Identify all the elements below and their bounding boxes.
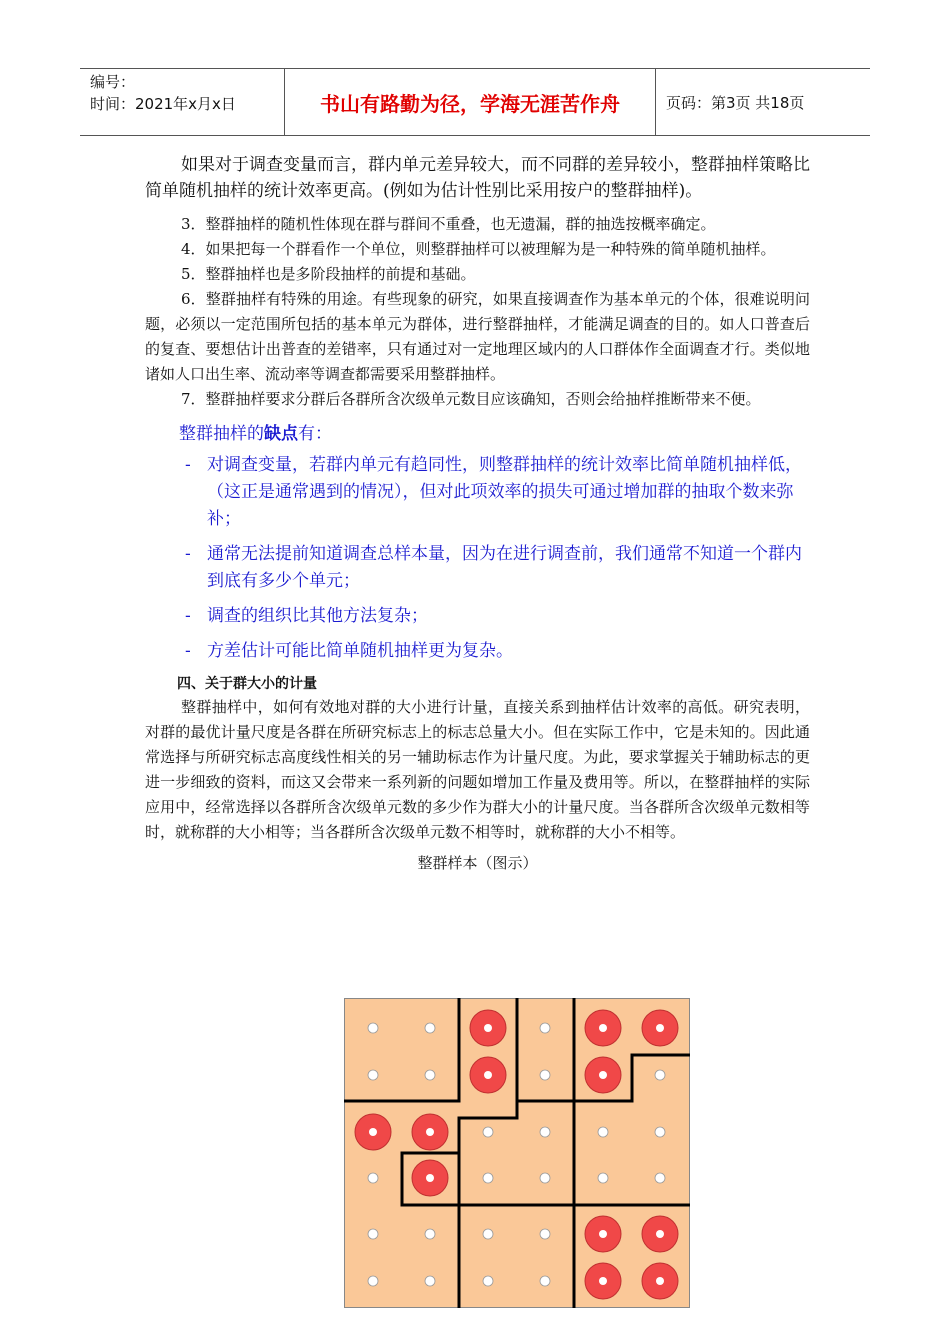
- figure-caption: 整群样本（图示）: [417, 854, 538, 872]
- sampled-unit-center: [426, 1128, 434, 1136]
- sampled-unit-center: [656, 1277, 664, 1285]
- unit: [425, 1023, 435, 1033]
- unit: [425, 1276, 435, 1286]
- sampled-unit-center: [484, 1071, 492, 1079]
- unit: [540, 1173, 550, 1183]
- point-3: 3．整群抽样的随机性体现在群与群间不重叠，也无遗漏，群的抽选按概率确定。: [181, 215, 716, 233]
- disadvantages-list: [145, 452, 810, 665]
- unit: [540, 1127, 550, 1137]
- unit: [483, 1173, 493, 1183]
- sampled-unit-center: [599, 1071, 607, 1079]
- unit: [368, 1276, 378, 1286]
- unit: [540, 1023, 550, 1033]
- list-item: - 通常无法提前知道调查总样本量，因为在进行调查前，我们通常不知道一个群内到底有多少个单元；: [145, 541, 810, 595]
- point-7: 7．整群抽样要求分群后各群所含次级单元数目应该确知，否则会给抽样推断带来不便。: [181, 390, 761, 408]
- cluster-grid-diagram: [344, 998, 690, 1308]
- section-paragraph: 整群抽样中，如何有效地对群的大小进行计量，直接关系到抽样估计效率的高低。研究表明，对群的最优计量尺度是各群在所研究标志上的标志总量大小。但在实际工作中，它是未知的。因此通常选择与所研究标志高度线性相关的另一辅助标志作为计量尺度。为此，要求掌握关于辅助标志的更进一步细致的资料，而这又会带来一系列新的问题如增加工作量及费用等。所以，在整群抽样的实际应用中，经常选择以各群所含次级单元数的多少作为群大小的计量尺度。当各群所含次级单元数相等时，就称群的大小相等；当各群所含次级单元数不相等时，就称群的大小不相等。: [145, 698, 810, 841]
- document-body: [145, 152, 810, 875]
- unit: [425, 1070, 435, 1080]
- sampled-unit-center: [599, 1230, 607, 1238]
- unit: [655, 1173, 665, 1183]
- unit: [483, 1229, 493, 1239]
- unit: [540, 1229, 550, 1239]
- heading-prefix: 整群抽样的: [179, 424, 264, 444]
- list-item: - 调查的组织比其他方法复杂；: [145, 603, 810, 630]
- unit: [368, 1229, 378, 1239]
- unit: [368, 1023, 378, 1033]
- header-meta: [80, 69, 284, 135]
- point-4: 4．如果把每一个群看作一个单位，则整群抽样可以被理解为是一种特殊的简单随机抽样。: [181, 240, 776, 258]
- unit: [655, 1127, 665, 1137]
- unit: [598, 1127, 608, 1137]
- point-5: 5．整群抽样也是多阶段抽样的前提和基础。: [181, 265, 476, 283]
- sampled-unit-center: [656, 1024, 664, 1032]
- page-info: 页码：第3页 共18页: [666, 93, 805, 112]
- unit: [655, 1070, 665, 1080]
- unit: [368, 1173, 378, 1183]
- point-6: 6．整群抽样有特殊的用途。有些现象的研究，如果直接调查作为基本单元的个体，很难说明问题，必须以一定范围所包括的基本单元为群体，进行整群抽样，才能满足调查的目的。如人口普查后的复查、要想估计出普查的差错率，只有通过对一定地理区域内的人口群体作全面调查才行。类似地诸如人口出生率、流动率等调查都需要采用整群抽样。: [145, 290, 810, 383]
- sampled-unit-center: [656, 1230, 664, 1238]
- sampled-unit-center: [599, 1024, 607, 1032]
- section-title: 四、关于群大小的计量: [177, 676, 317, 692]
- sampled-unit-center: [484, 1024, 492, 1032]
- number-label: 编号：: [90, 73, 136, 91]
- unit: [425, 1229, 435, 1239]
- heading-suffix: 有：: [298, 424, 332, 444]
- unit: [540, 1276, 550, 1286]
- unit: [598, 1173, 608, 1183]
- heading-bold: 缺点: [264, 424, 298, 444]
- intro-paragraph: 如果对于调查变量而言，群内单元差异较大，而不同群的差异较小，整群抽样策略比简单随机抽样的统计效率更高。(例如为估计性别比采用按户的整群抽样)。: [145, 155, 810, 201]
- unit: [368, 1070, 378, 1080]
- cluster-sample-figure: [344, 998, 690, 1308]
- page-header: [80, 68, 870, 136]
- unit: [483, 1127, 493, 1137]
- list-item: - 对调查变量，若群内单元有趋同性，则整群抽样的统计效率比简单随机抽样低，（这正是通常遇到的情况），但对此项效率的损失可通过增加群的抽取个数来弥补；: [145, 452, 810, 533]
- sampled-unit-center: [426, 1174, 434, 1182]
- sampled-unit-center: [599, 1277, 607, 1285]
- sampled-unit-center: [369, 1128, 377, 1136]
- unit: [540, 1070, 550, 1080]
- unit: [483, 1276, 493, 1286]
- header-motto: 书山有路勤为径，学海无涯苦作舟: [284, 69, 656, 135]
- date-label: 时间：2021年x月x日: [90, 95, 236, 113]
- disadvantages-heading: [179, 420, 810, 448]
- list-item: - 方差估计可能比简单随机抽样更为复杂。: [145, 638, 810, 665]
